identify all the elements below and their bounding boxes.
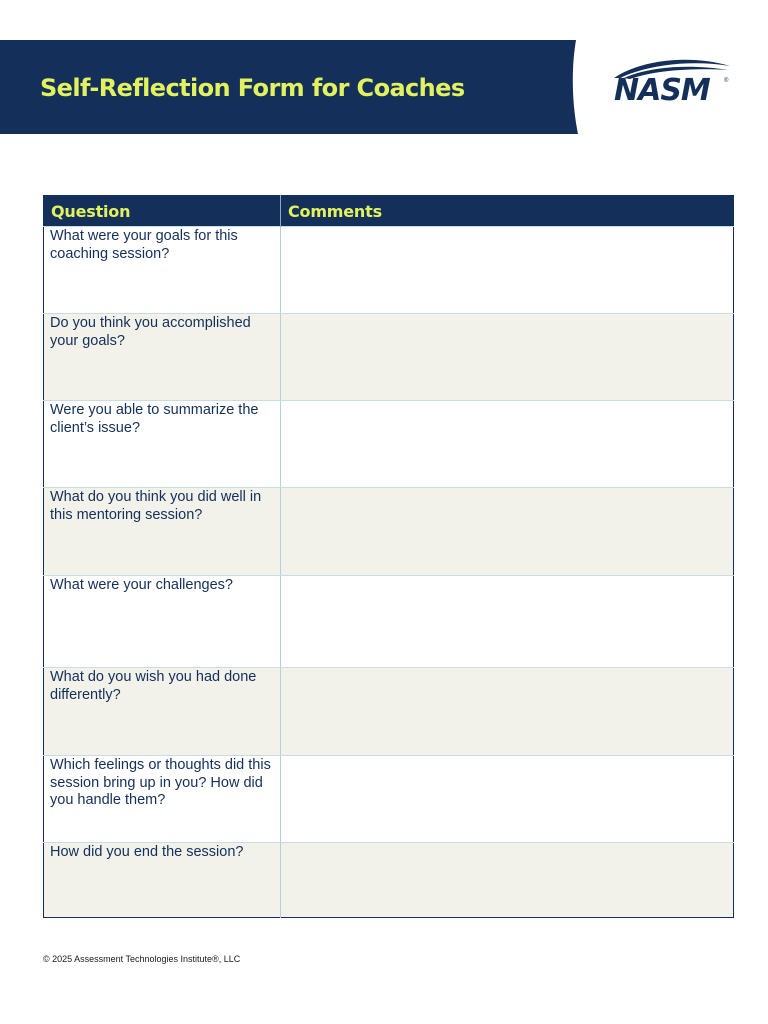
logo-wordmark: NASM (614, 73, 710, 108)
question-text: Which feelings or thoughts did this session bring up in you? How did you handle them? (50, 757, 271, 808)
question-text: How did you end the session? (50, 844, 244, 860)
logo-trademark: ® (724, 78, 729, 84)
question-text: What were your goals for this coaching session? (50, 228, 238, 262)
column-header-comments: Comments (281, 196, 734, 227)
question-text: Were you able to summarize the client’s issue? (50, 402, 259, 436)
comment-field[interactable] (281, 668, 734, 756)
question-text: What were your challenges? (50, 577, 233, 593)
table-header-row (44, 196, 734, 227)
question-cell (44, 227, 281, 314)
question-cell (44, 314, 281, 401)
reflection-table (43, 195, 734, 918)
question-cell (44, 488, 281, 576)
table-row (44, 488, 734, 576)
table-row (44, 314, 734, 401)
question-cell (44, 843, 281, 918)
question-text: What do you think you did well in this mentoring session? (50, 489, 262, 523)
question-cell (44, 576, 281, 668)
comment-field[interactable] (281, 488, 734, 576)
comment-field[interactable] (281, 314, 734, 401)
question-cell (44, 401, 281, 488)
table-row (44, 576, 734, 668)
question-text: Do you think you accomplished your goals? (50, 315, 251, 349)
question-cell (44, 668, 281, 756)
comment-field[interactable] (281, 843, 734, 918)
table-row (44, 401, 734, 488)
table-row (44, 843, 734, 918)
table-row (44, 756, 734, 843)
comment-field[interactable] (281, 401, 734, 488)
comment-field[interactable] (281, 756, 734, 843)
question-cell (44, 756, 281, 843)
question-text: What do you wish you had done differently? (50, 669, 257, 703)
table-row (44, 227, 734, 314)
form-title: Self-Reflection Form for Coaches (40, 74, 465, 102)
comment-field[interactable] (281, 576, 734, 668)
comment-field[interactable] (281, 227, 734, 314)
nasm-logo (610, 56, 734, 112)
table-row (44, 668, 734, 756)
column-header-question: Question (44, 196, 281, 227)
copyright-notice: © 2025 Assessment Technologies Institute®, LLC (43, 954, 241, 964)
